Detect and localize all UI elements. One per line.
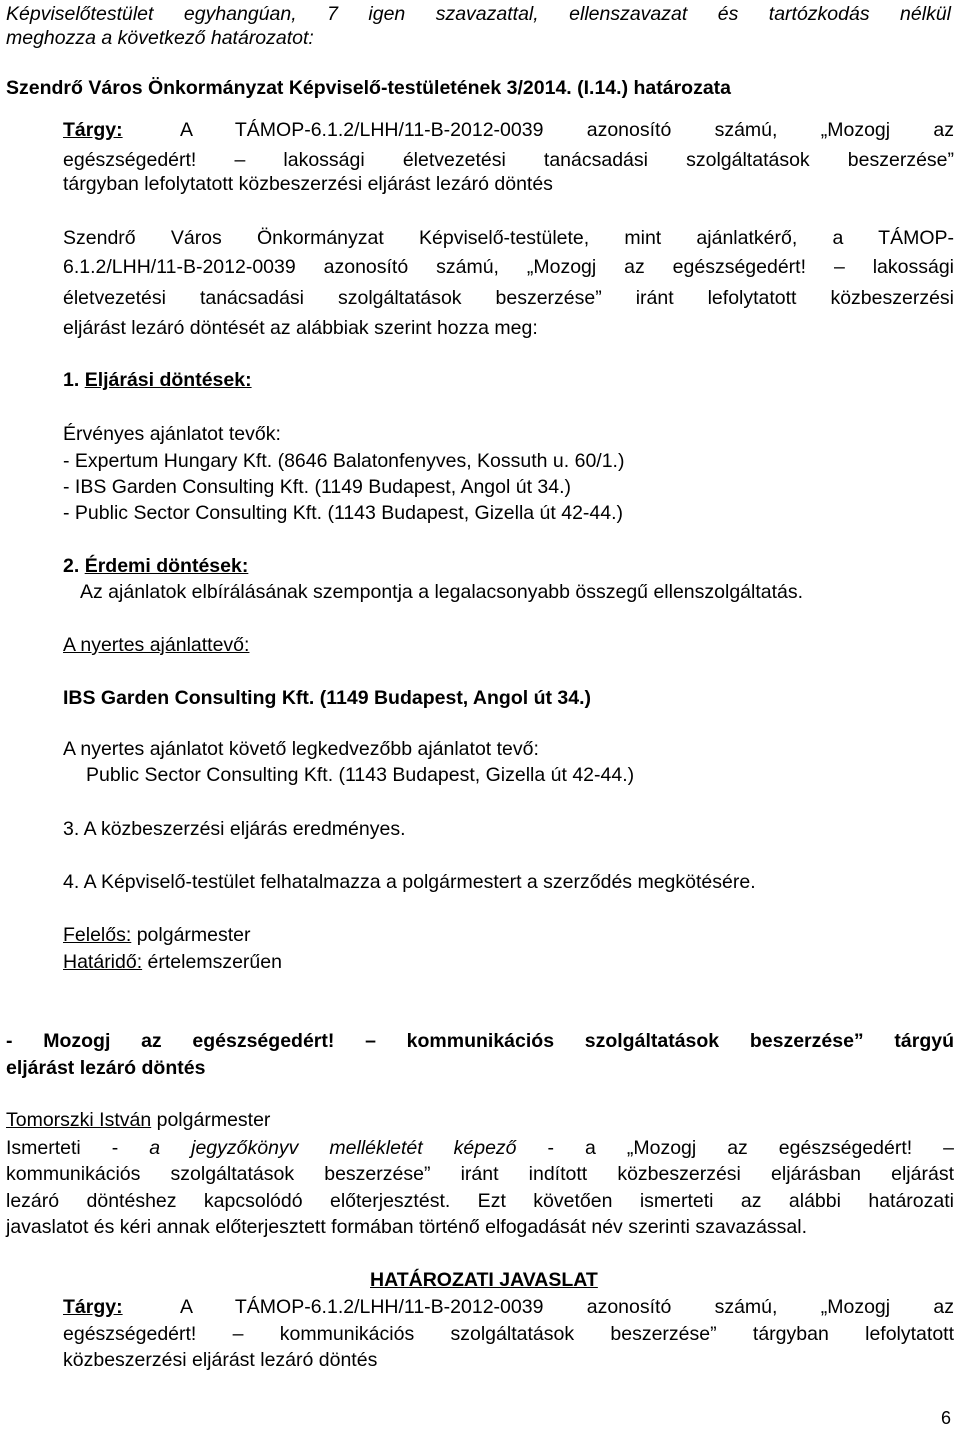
runner-up-label: A nyertes ajánlatot követő legkedvezőbb ajánlatot tevő: <box>63 738 539 760</box>
winner-label: A nyertes ajánlattevő: <box>63 634 250 656</box>
decision-intro-line: eljárást lezáró döntését az alábbiak szerint hozza meg: <box>63 317 538 339</box>
winner: IBS Garden Consulting Kft. (1149 Budapest, Angol út 34.) <box>63 687 591 709</box>
responsible-label: Felelős: <box>63 924 132 946</box>
agenda-line: eljárást lezáró döntés <box>6 1057 206 1079</box>
subject-line: egészségedért! – lakossági életvezetési tanácsadási szolgáltatások beszerzése” <box>63 149 954 171</box>
decision-intro-line: életvezetési tanácsadási szolgáltatások beszerzése” iránt lefolytatott közbeszerzési <box>63 287 954 309</box>
intro-line: Képviselőtestület egyhangúan, 7 igen szavazattal, ellenszavazat és tartózkodás nélkül <box>6 3 951 25</box>
resolution-heading: Szendrő Város Önkormányzat Képviselő-testületének 3/2014. (I.14.) határozata <box>6 77 732 99</box>
section-title: Eljárási döntések: <box>84 369 252 391</box>
page-number: 6 <box>941 1408 952 1428</box>
section-number: 2. <box>63 555 80 577</box>
presenter-line <box>6 1108 270 1132</box>
subject-line: tárgyban lefolytatott közbeszerzési eljárást lezáró döntés <box>63 173 553 195</box>
section-number: 1. <box>63 369 80 391</box>
presentation-line <box>6 1136 954 1160</box>
presentation-text: - a „Mozogj az egészségedért! – <box>516 1137 954 1159</box>
bidder-item: - IBS Garden Consulting Kft. (1149 Budapest, Angol út 34.) <box>63 476 572 498</box>
subject-line: A TÁMOP-6.1.2/LHH/11-B-2012-0039 azonosító számú, „Mozogj az <box>180 1296 954 1318</box>
presentation-line: kommunikációs szolgáltatások beszerzése” iránt indított közbeszerzési eljárásban eljárást <box>6 1163 954 1185</box>
responsible-value: polgármester <box>131 924 251 946</box>
presentation-text: Ismerteti - <box>6 1137 150 1159</box>
presenter-name: Tomorszki István <box>6 1109 152 1131</box>
subject-label: Tárgy: <box>63 1296 123 1318</box>
award-criteria: Az ajánlatok elbírálásának szempontja a legalacsonyabb összegű ellenszolgáltatás. <box>80 581 804 603</box>
presentation-line: javaslatot és kéri annak előterjesztett formában történő elfogadását név szerinti szavazással. <box>6 1216 808 1238</box>
subject-line: közbeszerzési eljárást lezáró döntés <box>63 1349 378 1371</box>
deadline-line <box>63 950 282 974</box>
intro-line: meghozza a következő határozatot: <box>6 27 314 49</box>
subject-label: Tárgy: <box>63 119 123 141</box>
section-title: Érdemi döntések: <box>84 555 249 577</box>
presenter-role: polgármester <box>151 1109 271 1131</box>
decision-intro-line: Szendrő Város Önkormányzat Képviselő-testülete, mint ajánlatkérő, a TÁMOP- <box>63 227 954 249</box>
decision-intro-line: 6.1.2/LHH/11-B-2012-0039 azonosító számú, „Mozogj az egészségedért! – lakossági <box>63 256 954 278</box>
runner-up: Public Sector Consulting Kft. (1143 Budapest, Gizella út 42-44.) <box>86 764 635 786</box>
subject-line: A TÁMOP-6.1.2/LHH/11-B-2012-0039 azonosító számú, „Mozogj az <box>180 119 954 141</box>
proposal-heading: HATÁROZATI JAVASLAT <box>370 1269 598 1291</box>
bidder-item: - Expertum Hungary Kft. (8646 Balatonfenyves, Kossuth u. 60/1.) <box>63 450 625 472</box>
valid-bidders-label: Érvényes ajánlatot tevők: <box>63 423 281 445</box>
presentation-italic: a jegyzőkönyv mellékletét képező <box>149 1137 517 1159</box>
responsible-line <box>63 923 251 947</box>
item-3: 3. A közbeszerzési eljárás eredményes. <box>63 818 406 840</box>
bidder-item: - Public Sector Consulting Kft. (1143 Budapest, Gizella út 42-44.) <box>63 502 624 524</box>
section2-heading <box>63 554 248 578</box>
subject-line: egészségedért! – kommunikációs szolgáltatások beszerzése” tárgyban lefolytatott <box>63 1323 954 1345</box>
section1-heading <box>63 368 252 392</box>
agenda-line: - Mozogj az egészségedért! – kommunikációs szolgáltatások beszerzése” tárgyú <box>6 1030 954 1052</box>
deadline-value: értelemszerűen <box>142 951 282 973</box>
presentation-line: lezáró döntéshez kapcsolódó előterjesztést. Ezt követően ismerteti az alábbi határozati <box>6 1190 954 1212</box>
item-4: 4. A Képviselő-testület felhatalmazza a polgármestert a szerződés megkötésére. <box>63 871 756 893</box>
deadline-label: Határidő: <box>63 951 143 973</box>
